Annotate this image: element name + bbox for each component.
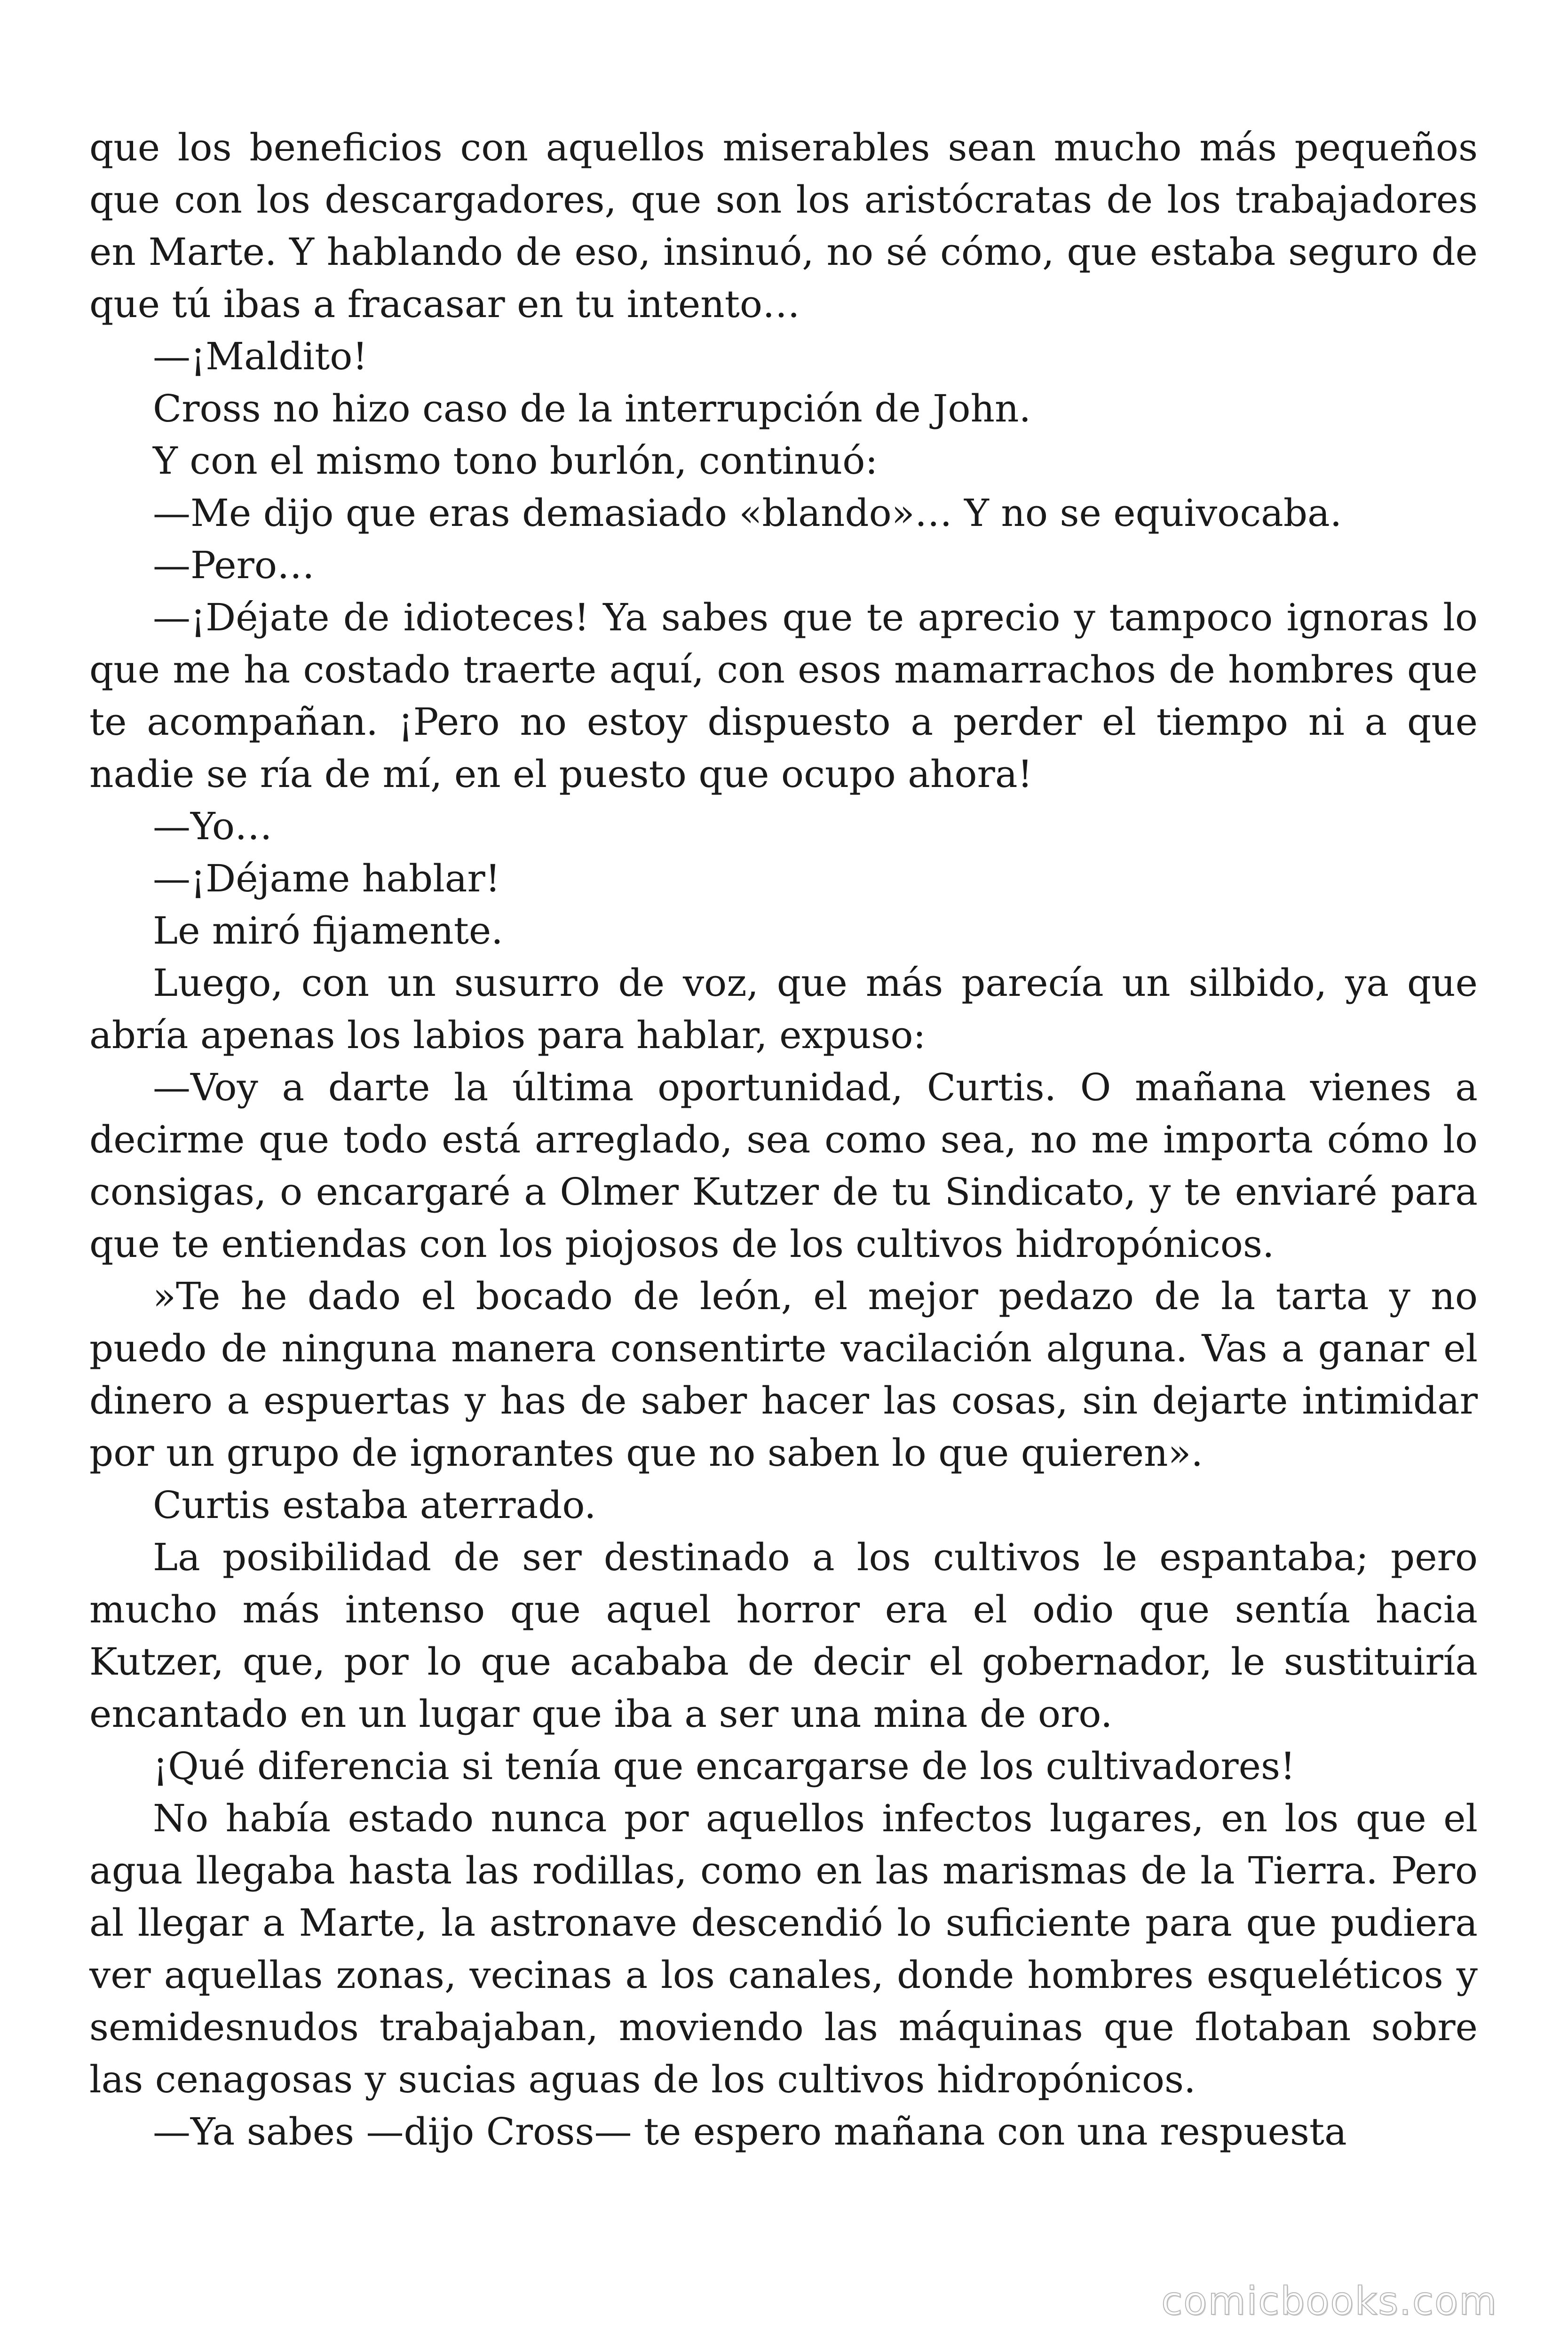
paragraph: —Voy a darte la última oportunidad, Curtis. O mañana vienes a decirme que todo está arreglado, sea como sea, no me importa cómo lo consigas, o encargaré a Olmer Kutzer de tu Sindicato, y te enviaré para que te entiendas con los piojosos de los cultivos hidropónicos. [89,1065,1478,1266]
paragraph: Y con el mismo tono burlón, continuó: [153,439,878,483]
paragraph: Cross no hizo caso de la interrupción de John. [153,387,1031,430]
paragraph: Luego, con un susurro de voz, que más parecía un silbido, ya que abría apenas los labios para hablar, expuso: [89,961,1478,1057]
paragraph: —¡Déjate de idioteces! Ya sabes que te aprecio y tampoco ignoras lo que me ha costado traerte aquí, con esos mamarrachos de hombres que te acompañan. ¡Pero no estoy dispuesto a perder el tiempo ni a que nadie se ría de mí, en el puesto que ocupo ahora! [89,596,1478,796]
paragraph: —¡Maldito! [153,334,368,378]
paragraph: La posibilidad de ser destinado a los cultivos le espantaba; pero mucho más intenso que aquel horror era el odio que sentía hacia Kutzer, que, por lo que acababa de decir el gobernador, le sustituiría encantado en un lugar que iba a ser una mina de oro. [89,1535,1478,1736]
paragraph: ¡Qué diferencia si tenía que encargarse de los cultivadores! [153,1744,1296,1788]
book-page-text [89,121,1478,2158]
paragraph: que los beneficios con aquellos miserables sean mucho más pequeños que con los descargadores, que son los aristócratas de los trabajadores en Marte. Y hablando de eso, insinuó, no sé cómo, que estaba seguro de que tú ibas a fracasar en tu intento… [89,126,1478,326]
paragraph: —Yo… [153,804,273,848]
paragraph: —¡Déjame hablar! [153,857,500,900]
paragraph: »Te he dado el bocado de león, el mejor pedazo de la tarta y no puedo de ninguna manera consentirte vacilación alguna. Vas a ganar el dinero a espuertas y has de saber hacer las cosas, sin dejarte intimidar por un grupo de ignorantes que no saben lo que quieren». [89,1274,1478,1475]
paragraph: Curtis estaba aterrado. [153,1483,596,1527]
watermark: comicbooks.com [1161,2279,1497,2324]
paragraph: —Me dijo que eras demasiado «blando»… Y no se equivocaba. [153,491,1342,535]
paragraph: —Ya sabes —dijo Cross— te espero mañana con una respuesta [153,2110,1347,2153]
paragraph: Le miró fijamente. [153,909,503,953]
paragraph: No había estado nunca por aquellos infectos lugares, en los que el agua llegaba hasta las rodillas, como en las marismas de la Tierra. Pero al llegar a Marte, la astronave descendió lo suficiente para que pudiera ver aquellas zonas, vecinas a los canales, donde hombres esqueléticos y semidesnudos trabajaban, moviendo las máquinas que flotaban sobre las cenagosas y sucias aguas de los cultivos hidropónicos. [89,1796,1478,2101]
paragraph: —Pero… [153,543,315,587]
